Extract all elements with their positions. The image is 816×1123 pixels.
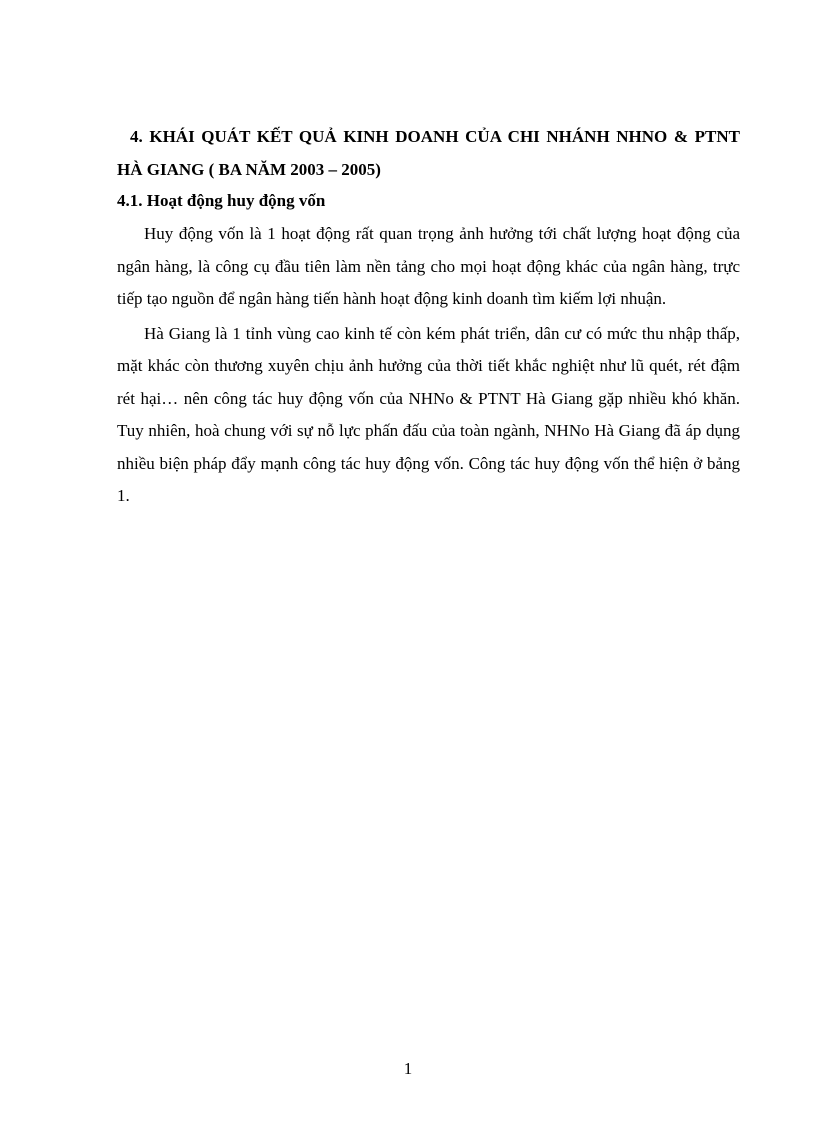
page-number: 1 <box>403 1059 413 1078</box>
paragraph-ha-giang-context: Hà Giang là 1 tỉnh vùng cao kinh tế còn kém phát triển, dân cư có mức thu nhập thấp, mặt khác còn thương xuyên chịu ảnh hưởng của thời tiết khắc nghiệt như lũ quét, rét đậm rét hại… nên công tác huy động vốn của NHNo & PTNT Hà Giang gặp nhiều khó khăn. Tuy nhiên, hoà chung với sự nỗ lực phấn đấu của toàn ngành, NHNo Hà Giang đã áp dụng nhiều biện pháp đẩy mạnh công tác huy động vốn. Công tác huy động vốn thể hiện ở bảng 1. <box>117 323 740 505</box>
section-heading <box>117 120 740 186</box>
section-heading-text: 4. KHÁI QUÁT KẾT QUẢ KINH DOANH CỦA CHI NHÁNH NHNO & PTNT HÀ GIANG ( BA NĂM 2003 – 2005) <box>117 127 740 179</box>
subsection-heading: 4.1. Hoạt động huy động vốn <box>117 191 326 210</box>
paragraph-funding-importance: Huy động vốn là 1 hoạt động rất quan trọng ảnh hưởng tới chất lượng hoạt động của ngân hàng, là công cụ đầu tiên làm nền tảng cho mọi hoạt động khác của ngân hàng, trực tiếp tạo nguồn để ngân hàng tiến hành hoạt động kinh doanh tìm kiếm lợi nhuận. <box>117 224 740 308</box>
page-content <box>117 120 740 515</box>
